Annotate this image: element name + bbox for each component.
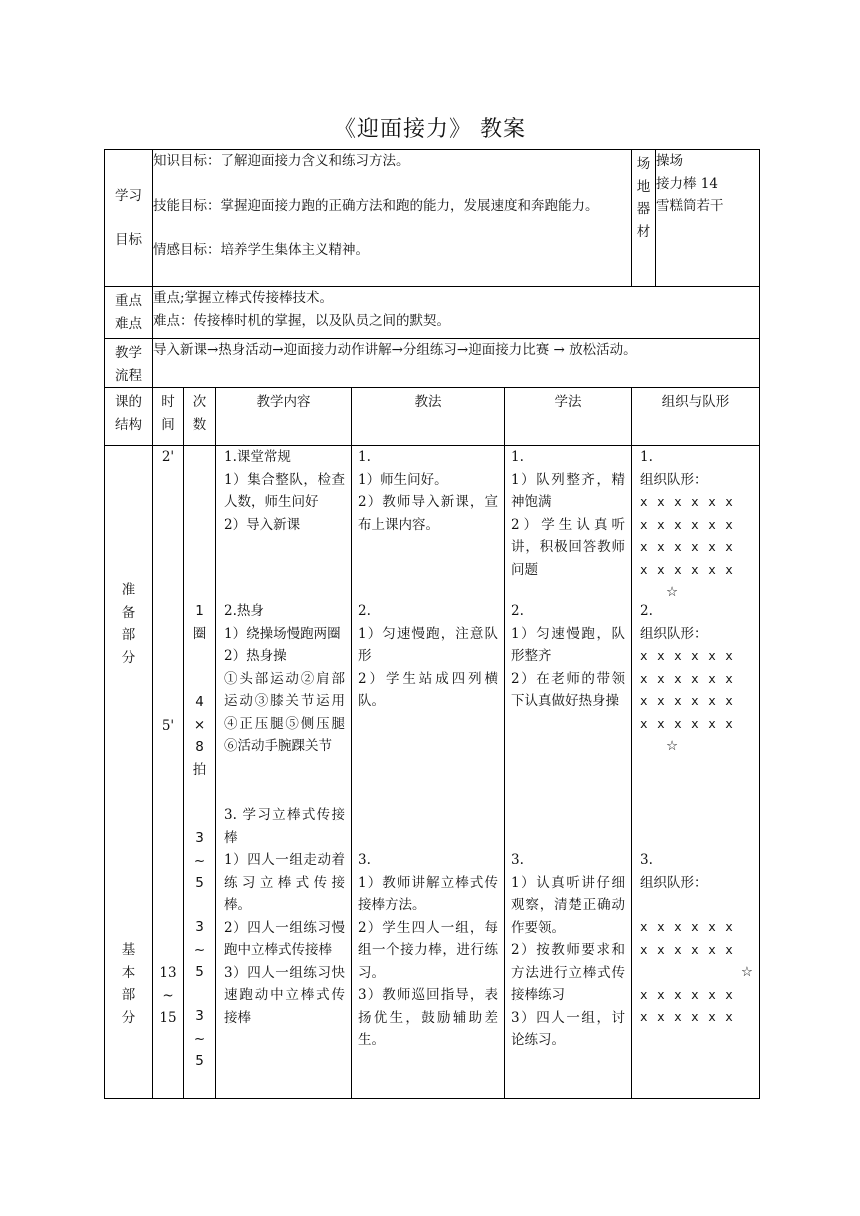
prep-label [105, 579, 152, 669]
teach-relay [358, 849, 498, 1052]
org-routine [640, 446, 755, 604]
formation-row: x x x x x x [640, 648, 734, 663]
teach-line: 1. [358, 449, 371, 465]
count-exercise [184, 691, 215, 781]
keypoints-label-line: 难点 [115, 315, 142, 332]
teach-line: 3）教师巡回指导，表扬优生，鼓励辅助差生。 [358, 987, 498, 1048]
teach-line: 2）教师导入新课，宣布上课内容。 [358, 494, 498, 533]
flow-label-cell [105, 339, 153, 388]
keypoints-label-line: 重点 [115, 293, 142, 309]
basic-label-char: 基 [121, 942, 136, 958]
teach-line: 1）匀速慢跑，注意队形 [358, 625, 498, 664]
goal-skill: 技能目标：掌握迎面接力跑的正确方法和跑的能力，发展速度和奔跑能力。 [153, 197, 599, 214]
header-structure-line: 结构 [115, 416, 142, 433]
flow-label-line: 教学 [115, 345, 142, 361]
flow-row [105, 339, 760, 388]
goal-knowledge: 知识目标：了解迎面接力含义和练习方法。 [153, 153, 410, 169]
content-line: 2）导入新课 [224, 516, 301, 533]
learn-line: 2. [511, 603, 524, 619]
venue-label-char: 器 [636, 201, 651, 217]
count-part: 圈 [192, 625, 207, 642]
count-part: 5 [195, 875, 204, 891]
prep-label-char: 备 [121, 604, 136, 621]
content-routine [224, 446, 345, 536]
lesson-plan-table [104, 149, 760, 1099]
flow-text: 导入新课→热身活动→迎面接力动作讲解→分组练习→迎面接力比赛 → 放松活动。 [153, 342, 637, 358]
header-count [184, 388, 216, 446]
count-part: × [193, 716, 206, 733]
count-part: 5 [195, 964, 204, 980]
content-line: 2）四人一组练习慢跑中立棒式传接棒 [224, 919, 345, 958]
formation-row: x x x x x x [640, 919, 734, 934]
basic-time [153, 962, 183, 1030]
learn-line: 2）在老师的带领下认真做好热身操 [511, 670, 626, 709]
count-part: 4 [195, 694, 204, 710]
content-line: 1.课堂常规 [224, 449, 291, 465]
learn-line: 1）队列整齐，精神饱满 [511, 471, 626, 510]
count-part: 8 [195, 739, 204, 755]
goals-label-cell [105, 150, 153, 287]
header-learn: 学法 [505, 388, 632, 446]
keypoints-label-cell [105, 287, 153, 339]
teach-line: 1）师生问好。 [358, 471, 448, 488]
teach-routine [358, 446, 498, 536]
header-count-char: 次 [192, 394, 207, 410]
header-time [153, 388, 184, 446]
header-time-char: 时 [161, 394, 175, 410]
goals-label-line: 学习 [115, 187, 142, 204]
keypoints-row [105, 287, 760, 339]
content-col [216, 446, 352, 1099]
venue-label-char: 地 [636, 178, 651, 195]
formation-row: x x x x x x [640, 715, 734, 731]
prep-label-char: 部 [121, 627, 136, 643]
prep-time-2: 5' [161, 718, 175, 734]
content-warmup [224, 600, 345, 758]
learn-routine [511, 446, 625, 581]
time-col [153, 446, 184, 1099]
teach-line: 1）教师讲解立棒式传接棒方法。 [358, 874, 498, 913]
prep-label-char: 分 [121, 649, 136, 666]
venue-label-char: 材 [636, 223, 651, 240]
header-org: 组织与队形 [632, 388, 760, 446]
formation-row: x x x x x x [640, 1009, 734, 1024]
content-relay [224, 804, 345, 1029]
learn-line: 3）四人一组，讨论练习。 [511, 1009, 626, 1048]
flow-cell [153, 339, 760, 388]
venue-item: 接力棒 14 [656, 175, 718, 192]
learn-warmup [511, 600, 625, 713]
org-warmup [640, 600, 755, 758]
org-line: 组织队形： [640, 625, 708, 642]
page-title: 《迎面接力》 教案 [334, 117, 526, 142]
formation-row: x x x x x x [640, 986, 734, 1002]
org-line: 3. [640, 852, 653, 868]
teach-line: 3. [358, 852, 371, 868]
basic-label-char: 本 [121, 964, 136, 981]
count-basic-1 [184, 827, 215, 895]
learn-line: 1）匀速慢跑，队形整齐 [511, 625, 626, 664]
prep-label-char: 准 [121, 582, 136, 598]
org-line: 1. [640, 449, 653, 465]
content-line: 2.热身 [224, 603, 264, 619]
teach-line: 2）学生四人一组，每组一个接力棒，进行练习。 [358, 919, 498, 981]
learn-line: 2）学生认真听讲，积极回答教师问题 [511, 516, 626, 578]
header-content: 教学内容 [216, 388, 352, 446]
count-part: 3 [195, 919, 204, 935]
formation-row: x x x x x x [640, 670, 734, 686]
goals-cell [153, 150, 632, 287]
teach-warmup [358, 600, 498, 713]
count-part: ~ [193, 941, 206, 958]
learn-line: 1）认真听讲仔细观察，清楚正确动作要领。 [511, 874, 626, 936]
count-part: ~ [193, 852, 206, 869]
content-line: 1）四人一组走动着练习立棒式传接棒。 [224, 852, 345, 913]
org-relay [640, 849, 755, 1029]
content-line: 1）集合整队，检查人数，师生问好 [224, 471, 345, 510]
basic-time-part: 13 [159, 965, 177, 981]
content-line: ①头部运动②肩部运动③膝关节运用④正压腿⑤侧压腿⑥活动手腕踝关节 [224, 670, 345, 754]
count-col [184, 446, 216, 1099]
content-line: 2）热身操 [224, 648, 287, 664]
teach-col [352, 446, 505, 1099]
count-part: ~ [193, 1030, 206, 1047]
learn-line: 3. [511, 852, 524, 868]
basic-time-part: ~ [162, 987, 174, 1004]
formation-row: x x x x x x [640, 941, 734, 957]
count-part: 3 [195, 830, 204, 846]
learn-col [505, 446, 632, 1099]
count-part: 5 [195, 1053, 204, 1069]
formation-row: x x x x x x [640, 561, 734, 577]
venue-item: 雪糕筒若干 [656, 198, 724, 214]
header-row [105, 388, 760, 446]
count-part: 1 [195, 603, 204, 619]
content-line: 3. 学习立棒式传接棒 [224, 807, 345, 846]
count-part: 拍 [192, 761, 207, 778]
keypoint-difficulty: 难点：传接棒时机的掌握，以及队员之间的默契。 [153, 312, 450, 329]
content-line: 3）四人一组练习快速跑动中立棒式传接棒 [224, 964, 345, 1026]
header-time-char: 间 [161, 416, 175, 433]
learn-relay [511, 849, 625, 1052]
learn-line: 2）按教师要求和方法进行立棒式传接棒练习 [511, 942, 626, 1003]
header-teach: 教法 [352, 388, 505, 446]
flow-label-line: 流程 [115, 367, 142, 384]
basic-label-char: 分 [121, 1009, 136, 1026]
org-col [632, 446, 760, 1099]
org-line: 2. [640, 603, 653, 619]
count-warm [184, 600, 215, 645]
teach-line: 2）学生站成四列横队。 [358, 670, 498, 709]
org-line: 组织队形： [640, 471, 708, 488]
venue-label-char: 场 [636, 156, 651, 172]
org-line: 组织队形： [640, 874, 708, 891]
teacher-star-icon: ☆ [666, 584, 679, 600]
count-basic-2 [184, 916, 215, 984]
header-structure-line: 课的 [115, 394, 142, 410]
header-count-char: 数 [192, 416, 207, 433]
count-basic-3 [184, 1005, 215, 1073]
basic-label-char: 部 [121, 987, 136, 1003]
keypoint-main: 重点;掌握立棒式传接棒技术。 [153, 290, 334, 306]
formation-row: x x x x x x [640, 494, 734, 509]
content-line: 1）绕操场慢跑两圈 [224, 625, 341, 642]
prep-time-1: 2' [161, 449, 175, 465]
count-part: 3 [195, 1008, 204, 1024]
basic-label [105, 939, 152, 1029]
venue-item: 操场 [656, 153, 684, 169]
teach-line: 2. [358, 603, 371, 619]
basic-time-part: 15 [159, 1010, 177, 1026]
venue-label-cell [632, 150, 656, 287]
formation-row: x x x x x x [640, 693, 734, 708]
venue-items-cell [656, 150, 760, 287]
formation-row: x x x x x x [640, 516, 734, 532]
body-row [105, 446, 760, 1099]
goals-label-line: 目标 [115, 232, 142, 248]
teacher-star-icon: ☆ [740, 964, 754, 980]
goals-row [105, 150, 760, 287]
goal-emotion: 情感目标：培养学生集体主义精神。 [153, 242, 369, 258]
formation-row: x x x x x x [640, 539, 734, 554]
header-structure [105, 388, 153, 446]
structure-col [105, 446, 153, 1099]
teacher-star-icon: ☆ [666, 738, 679, 754]
keypoints-cell [153, 287, 760, 339]
learn-line: 1. [511, 449, 524, 465]
